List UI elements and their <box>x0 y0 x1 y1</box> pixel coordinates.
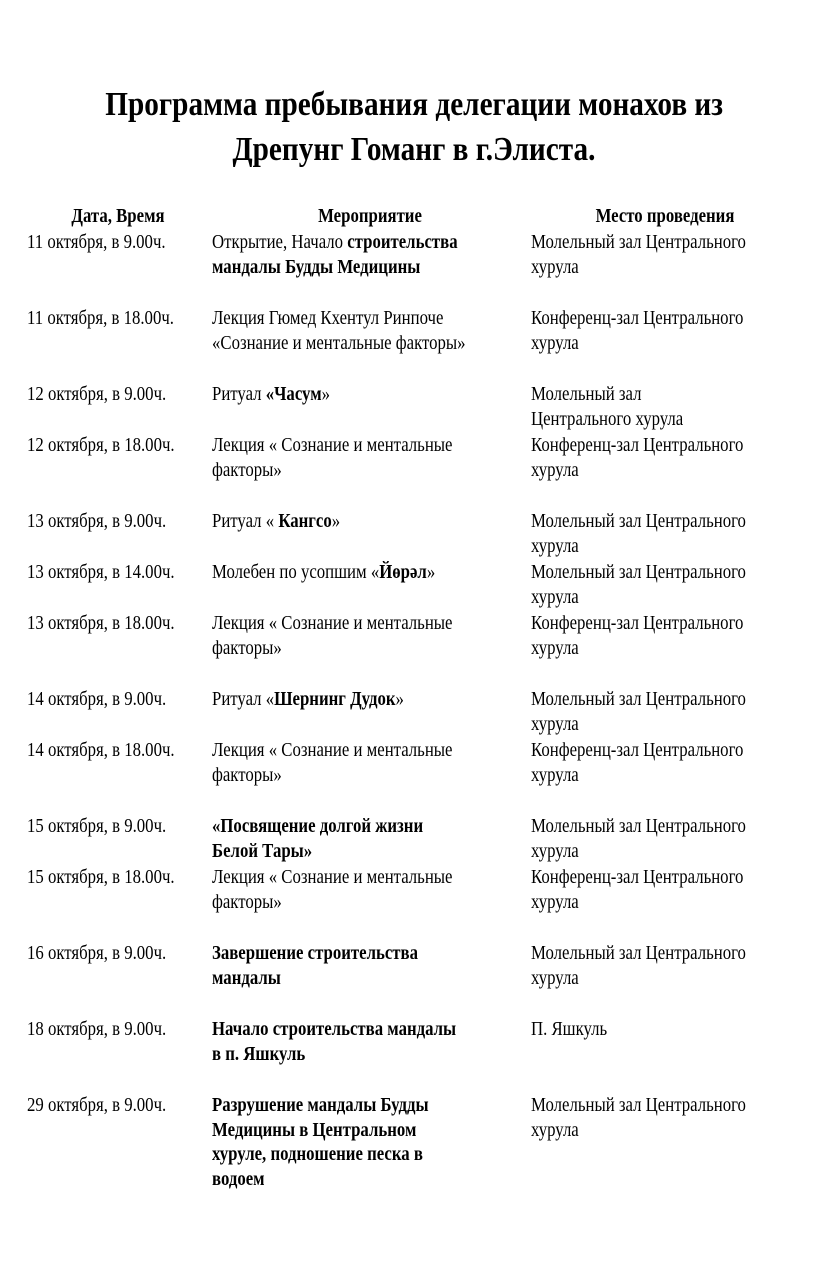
row-place: П. Яшкуль <box>531 1019 608 1040</box>
row-event: Разрушение мандалы Будды Медицины в Центральном хуруле, подношение песка в водоем <box>212 1095 429 1190</box>
row-date: 11 октября, в 9.00ч. <box>27 232 166 253</box>
title-line-2: Дрепунг Гоманг в г.Элиста. <box>232 131 596 168</box>
row-event: Лекция Гюмед Кхентул Ринпоче «Сознание и ментальные факторы» <box>212 308 466 354</box>
row-date: 13 октября, в 9.00ч. <box>27 511 167 532</box>
row-event: Завершение строительства мандалы <box>212 943 418 989</box>
row-place: Конференц-зал Центрального хурула <box>531 740 744 786</box>
row-event: Открытие, Начало строительства мандалы Будды Медицины <box>212 232 458 278</box>
row-event: Молебен по усопшим «Йөрәл» <box>212 562 436 583</box>
row-date: 15 октября, в 18.00ч. <box>27 867 175 888</box>
row-event: Лекция « Сознание и ментальные факторы» <box>212 867 453 913</box>
row-date: 16 октября, в 9.00ч. <box>27 943 167 964</box>
row-place: Молельный зал Центрального хурула <box>531 1095 746 1141</box>
row-event: Лекция « Сознание и ментальные факторы» <box>212 740 453 786</box>
row-date: 14 октября, в 9.00ч. <box>27 689 167 710</box>
document-title <box>0 82 828 172</box>
row-place: Молельный зал Центрального хурула <box>531 232 746 278</box>
row-place: Молельный зал Центрального хурула <box>531 384 684 430</box>
row-place: Молельный зал Центрального хурула <box>531 689 746 735</box>
row-place: Молельный зал Центрального хурула <box>531 816 746 862</box>
row-event: Лекция « Сознание и ментальные факторы» <box>212 435 453 481</box>
row-event: Ритуал «Часум» <box>212 384 331 405</box>
row-place: Молельный зал Центрального хурула <box>531 943 746 989</box>
row-event: Начало строительства мандалы в п. Яшкуль <box>212 1019 457 1065</box>
row-date: 14 октября, в 18.00ч. <box>27 740 175 761</box>
row-event: Ритуал «Шернинг Дудок» <box>212 689 404 710</box>
header-event: Мероприятие <box>318 206 422 227</box>
row-place: Конференц-зал Центрального хурула <box>531 867 744 913</box>
row-place: Молельный зал Центрального хурула <box>531 511 746 557</box>
row-place: Конференц-зал Центрального хурула <box>531 613 744 659</box>
title-line-1: Программа пребывания делегации монахов из <box>105 86 723 123</box>
row-date: 12 октября, в 18.00ч. <box>27 435 175 456</box>
row-date: 11 октября, в 18.00ч. <box>27 308 174 329</box>
row-event: Лекция « Сознание и ментальные факторы» <box>212 613 453 659</box>
row-place: Молельный зал Центрального хурула <box>531 562 746 608</box>
row-date: 12 октября, в 9.00ч. <box>27 384 167 405</box>
row-date: 13 октября, в 18.00ч. <box>27 613 175 634</box>
header-date: Дата, Время <box>71 206 165 227</box>
header-place: Место проведения <box>595 206 735 227</box>
row-place: Конференц-зал Центрального хурула <box>531 435 744 481</box>
row-date: 15 октября, в 9.00ч. <box>27 816 167 837</box>
row-date: 29 октября, в 9.00ч. <box>27 1095 167 1116</box>
row-event: «Посвящение долгой жизни Белой Тары» <box>212 816 424 862</box>
row-date: 13 октября, в 14.00ч. <box>27 562 175 583</box>
row-place: Конференц-зал Центрального хурула <box>531 308 744 354</box>
row-event: Ритуал « Кангсо» <box>212 511 341 532</box>
row-date: 18 октября, в 9.00ч. <box>27 1019 167 1040</box>
